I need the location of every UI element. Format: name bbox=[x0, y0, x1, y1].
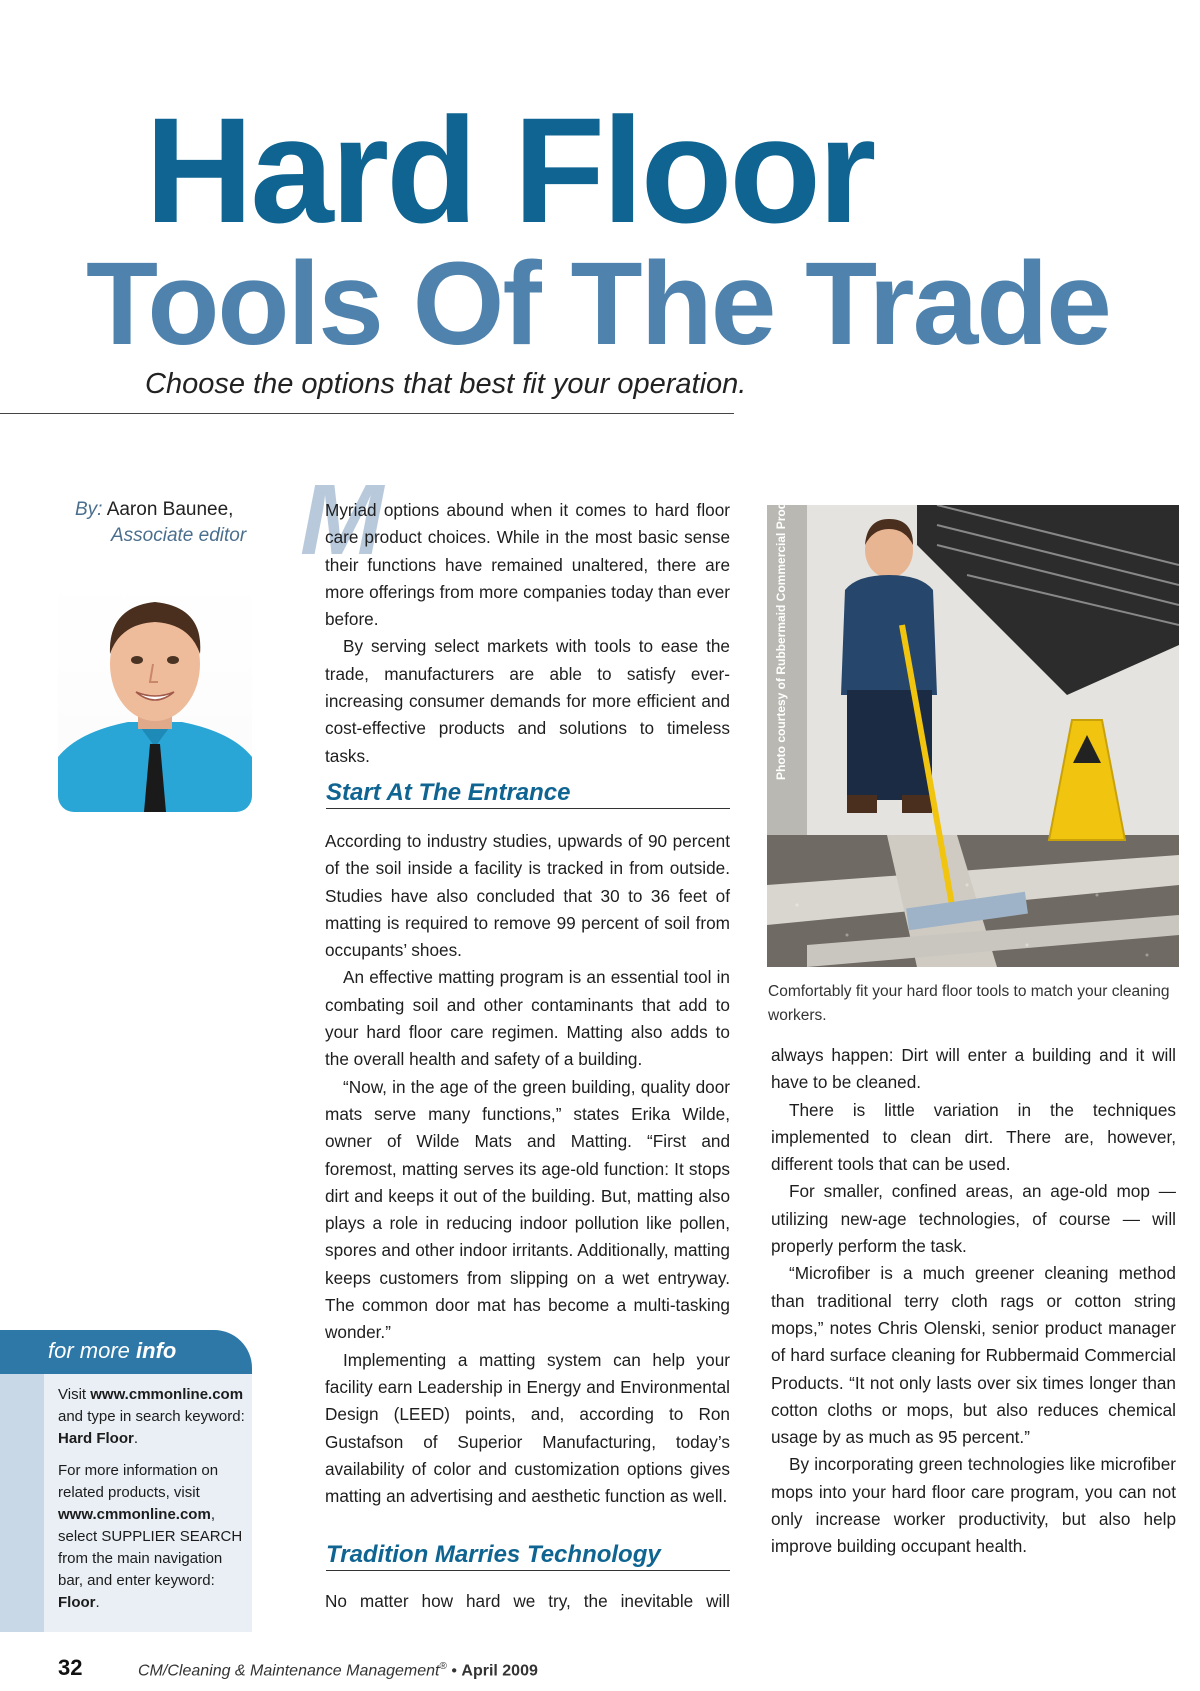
page-number: 32 bbox=[58, 1655, 83, 1680]
photo-credit bbox=[770, 477, 792, 780]
author-headshot bbox=[58, 572, 252, 812]
article-section-tradition-start bbox=[325, 1588, 730, 1615]
info-box-text bbox=[58, 1384, 248, 1624]
paragraph: By incorporating green technologies like microfiber mops into your hard floor care program, you can not only increase worker productivity, but also help improve building occupant health. bbox=[771, 1454, 1176, 1557]
registered-mark: ® bbox=[439, 1661, 447, 1672]
paragraph: “Microfiber is a much greener cleaning method than traditional terry cloth rags or cotton string mops,” notes Chris Olenski, senior product manager of hard surface cleaning for Rubbermaid Commercial Products. “It not only lasts over six times longer than cotton cloths or mops, but also reduces chemical usage by as much as 95 percent.” bbox=[771, 1263, 1176, 1448]
paragraph: According to industry studies, upwards of 90 percent of the soil inside a facility is tracked in from outside. Studies have also concluded that 30 to 36 feet of matting is required to remove 99 percent of soil from occupants’ shoes. bbox=[325, 831, 730, 961]
author-name: Aaron Baunee, bbox=[106, 499, 234, 520]
publication-name: CM/Cleaning & Maintenance Management bbox=[138, 1662, 440, 1680]
subheadline: Choose the options that best fit your operation. bbox=[145, 368, 747, 400]
info-box-title bbox=[48, 1338, 176, 1364]
info-title-light: for more bbox=[48, 1338, 130, 1363]
paragraph: An effective matting program is an essential tool in combating soil and other contaminants that add to your hard floor care regimen. Matting also adds to the overall health and safety of a building. bbox=[325, 967, 730, 1070]
info-box-stripe bbox=[0, 1374, 44, 1632]
info-title-bold: info bbox=[136, 1338, 177, 1363]
byline bbox=[75, 497, 275, 549]
headline-line1: Hard Floor bbox=[145, 86, 874, 254]
search-keyword: Floor bbox=[58, 1594, 96, 1611]
website-link[interactable]: www.cmmonline.com bbox=[90, 1386, 244, 1403]
for-more-info-box bbox=[0, 1330, 252, 1632]
paragraph: always happen: Dirt will enter a building and it will have to be cleaned. bbox=[771, 1045, 1176, 1093]
article-intro bbox=[325, 497, 730, 770]
running-footer bbox=[138, 1661, 538, 1680]
website-link[interactable]: www.cmmonline.com bbox=[58, 1506, 211, 1523]
paragraph: “Now, in the age of the green building, quality door mats serve many functions,” states Erika Wilde, owner of Wilde Mats and Matting. “First and foremost, matting serves its age-old function: It stops dirt and keeps it out of the building. But, matting also plays a role in reducing indoor pollution like pollen, spores and other indoor irritants. Additionally, matting keeps customers from slipping on a wet entryway. The common door mat has become a multi-tasking wonder.” bbox=[325, 1076, 730, 1343]
photo-credit-text: Photo courtesy of Rubbermaid Commercial Products bbox=[774, 477, 788, 780]
article-column-2 bbox=[771, 1042, 1176, 1561]
title-rule bbox=[0, 413, 734, 414]
article-photo bbox=[767, 477, 1179, 967]
info-text-segment: Visit bbox=[58, 1386, 91, 1403]
info-text-segment: and type in search keyword: bbox=[58, 1408, 245, 1425]
info-text-segment: . bbox=[133, 1430, 139, 1447]
byline-label: By: bbox=[75, 499, 103, 520]
article-section-entrance bbox=[325, 828, 730, 1510]
drop-cap: M bbox=[300, 464, 384, 576]
janitor-mopping-illustration bbox=[767, 477, 1179, 967]
search-keyword: Hard Floor bbox=[58, 1430, 134, 1447]
photo-caption: Comfortably fit your hard floor tools to match your cleaning workers. bbox=[768, 983, 1170, 1024]
info-text-segment: . bbox=[95, 1594, 100, 1611]
paragraph: By serving select markets with tools to ease the trade, manufacturers are able to satisfy ever-increasing consumer demands for more efficient and cost-effective products and solutions to timeless tasks. bbox=[325, 636, 730, 766]
paragraph: Myriad options abound when it comes to hard floor care product choices. While in the most basic sense their functions have remained unaltered, there are more offerings from more companies today than ever before. bbox=[325, 500, 730, 630]
paragraph: No matter how hard we try, the inevitable will bbox=[325, 1591, 730, 1611]
paragraph: For smaller, confined areas, an age-old mop — utilizing new-age technologies, of course — will properly perform the task. bbox=[771, 1181, 1176, 1257]
issue-date: April 2009 bbox=[461, 1662, 538, 1680]
paragraph: There is little variation in the techniques implemented to clean dirt. There are, however, different tools that can be used. bbox=[771, 1099, 1176, 1175]
headline-line2: Tools Of The Trade bbox=[86, 238, 1110, 370]
paragraph: Implementing a matting system can help your facility earn Leadership in Energy and Environmental Design (LEED) points, and, according to Ron Gustafson of Superior Manufacturing, today’s availability of color and customization options gives matting an advertising and aesthetic function as well. bbox=[325, 1349, 730, 1507]
footer-separator: • bbox=[451, 1662, 457, 1680]
info-paragraph-2 bbox=[58, 1460, 248, 1614]
section-heading-entrance: Start At The Entrance bbox=[326, 780, 730, 809]
section-heading-tradition: Tradition Marries Technology bbox=[326, 1542, 730, 1571]
info-text-segment: For more information on related products, visit bbox=[58, 1462, 219, 1501]
author-role: Associate editor bbox=[111, 525, 247, 546]
author-headshot-illustration bbox=[58, 572, 252, 812]
info-paragraph-1 bbox=[58, 1384, 248, 1450]
info-text-segment: , select SUPPLIER SEARCH from the main navigation bar, and enter keyword: bbox=[58, 1506, 243, 1589]
